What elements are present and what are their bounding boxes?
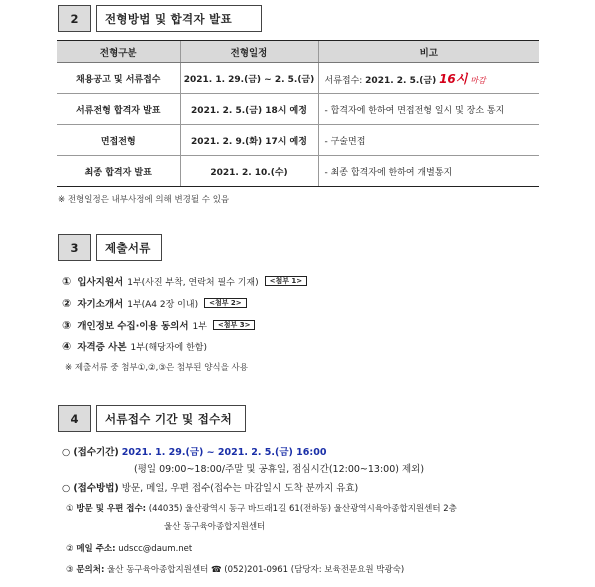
table-row: [57, 125, 539, 156]
document-desc: 1부(해당자에 한함): [130, 342, 207, 353]
item-marker: ③: [66, 565, 74, 575]
schedule-cell: 2021. 2. 10.(수): [180, 156, 318, 187]
handwritten-time: 16시: [439, 71, 468, 86]
section-number: 2: [58, 5, 91, 32]
contact-line: [66, 563, 404, 575]
schedule-cell: 2021. 1. 29.(금) ~ 2. 5.(금): [180, 63, 318, 94]
document-desc: 1부(A4 2장 이내): [127, 299, 199, 310]
address-label: 방문 및 우편 접수:: [76, 504, 147, 514]
document-name: 자격증 사본: [77, 342, 127, 353]
email-line: [66, 542, 192, 554]
section-2-header: [58, 5, 262, 32]
item-marker: ②: [66, 544, 74, 554]
method-line: [62, 480, 358, 494]
document-item: [62, 296, 247, 310]
table-row: [57, 94, 539, 125]
schedule-cell: 2021. 2. 9.(화) 17시 예정: [180, 125, 318, 156]
column-header: 비고: [318, 41, 539, 63]
schedule-table: [57, 40, 539, 187]
email-value: udscc@daum.net: [118, 544, 193, 554]
document-name: 입사지원서: [77, 277, 124, 288]
section-number: 3: [58, 234, 91, 261]
document-item: [62, 274, 307, 288]
table-row: [57, 63, 539, 94]
category-cell: 면접전형: [57, 125, 180, 156]
table-header-row: [57, 41, 539, 63]
submission-address: [66, 502, 457, 514]
method-label: (접수방법): [73, 483, 119, 494]
category-cell: 서류전형 합격자 발표: [57, 94, 180, 125]
table-row: [57, 156, 539, 187]
bullet: ○: [62, 483, 71, 494]
category-cell: 채용공고 및 서류접수: [57, 63, 180, 94]
section-3-header: [58, 234, 162, 261]
address-value: (44035) 울산광역시 동구 바드래1길 61(전하동) 울산광역시육아종합지원센터 2층: [148, 504, 457, 514]
note-prefix: 서류접수:: [324, 75, 366, 86]
period-hours: (평일 09:00~18:00/주말 및 공휴일, 점심시간(12:00~13:00) 제외): [134, 464, 425, 475]
column-header: 전형구분: [57, 41, 180, 63]
item-marker: ①: [62, 274, 72, 288]
note-cell: [318, 63, 539, 94]
item-marker: ③: [62, 318, 72, 332]
attachment-tag: <첨부 2>: [204, 298, 247, 308]
email-label: 메일 주소:: [76, 544, 116, 554]
schedule-footnote: ※ 전형일정은 내부사정에 의해 변경될 수 있음: [58, 195, 230, 205]
section-title: 서류접수 기간 및 접수처: [96, 405, 246, 432]
item-marker: ④: [62, 339, 72, 353]
section-4-header: [58, 405, 246, 432]
document-desc: 1부(사진 부착, 연락처 필수 기재): [127, 277, 259, 288]
documents-footnote: ※ 제출서류 중 첨부①,②,③은 첨부된 양식을 사용: [65, 363, 248, 373]
section-title: 전형방법 및 합격자 발표: [96, 5, 262, 32]
method-value: 방문, 메일, 우편 접수(접수는 마감일시 도착 분까지 유효): [121, 483, 359, 494]
column-header: 전형일정: [180, 41, 318, 63]
note-cell: - 합격자에 한하여 면접전형 일시 및 장소 통지: [318, 94, 539, 125]
section-number: 4: [58, 405, 91, 432]
note-cell: - 최종 합격자에 한하여 개별통지: [318, 156, 539, 187]
note-cell: - 구술면접: [318, 125, 539, 156]
document-item: [62, 339, 207, 353]
note-date: 2021. 2. 5.(금): [365, 75, 437, 86]
bullet: ○: [62, 447, 71, 458]
address-line-2: 울산 동구육아종합지원센터: [164, 522, 266, 532]
period-line: [62, 444, 326, 458]
document-name: 개인정보 수집·이용 동의서: [77, 321, 189, 332]
handwritten-deadline: 마감: [470, 75, 486, 85]
category-cell: 최종 합격자 발표: [57, 156, 180, 187]
schedule-cell: 2021. 2. 5.(금) 18시 예정: [180, 94, 318, 125]
document-name: 자기소개서: [77, 299, 124, 310]
item-marker: ②: [62, 296, 72, 310]
document-item: [62, 318, 255, 332]
period-value: 2021. 1. 29.(금) ~ 2021. 2. 5.(금) 16:00: [121, 447, 327, 458]
contact-label: 문의처:: [76, 565, 105, 575]
section-title: 제출서류: [96, 234, 162, 261]
contact-value: 울산 동구육아종합지원센터 ☎ (052)201-0961 (담당자: 보육전문요원 박광숙): [107, 565, 405, 575]
document-desc: 1부: [192, 321, 207, 332]
attachment-tag: <첨부 3>: [213, 320, 256, 330]
item-marker: ①: [66, 504, 74, 514]
period-label: (접수기간): [73, 447, 119, 458]
attachment-tag: <첨부 1>: [265, 276, 308, 286]
